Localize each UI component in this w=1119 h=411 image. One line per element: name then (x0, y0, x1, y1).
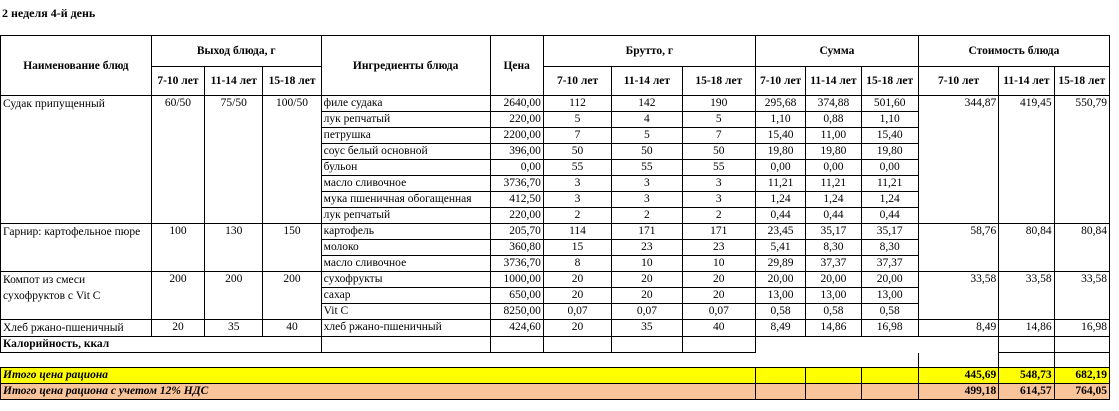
ingredient-sum: 0,88 (806, 112, 861, 128)
gross-weight: 55 (682, 160, 755, 176)
ingredient-sum: 8,30 (861, 240, 918, 256)
col-header-dish-name: Наименование блюд (1, 36, 152, 96)
col-header-ingredients: Ингредиенты блюда (321, 36, 490, 96)
gross-weight: 0,07 (543, 304, 611, 320)
ingredient-sum: 11,00 (806, 128, 861, 144)
gross-weight: 2 (612, 208, 682, 224)
ingredient-name: картофель (321, 224, 490, 240)
age-header: 15-18 лет (1054, 67, 1109, 96)
spacer-row (1, 353, 1110, 368)
cell (999, 337, 1054, 353)
ingredient-sum: 1,24 (755, 192, 805, 208)
ingredient-sum: 0,44 (861, 208, 918, 224)
total-vat-row (1, 384, 1110, 400)
gross-weight: 114 (543, 224, 611, 240)
ingredient-name: масло сливочное (321, 256, 490, 272)
dish-cost: 419,45 (999, 96, 1054, 224)
cell (755, 368, 805, 384)
dish-output: 200 (263, 272, 321, 320)
gross-weight: 2 (682, 208, 755, 224)
gross-weight: 50 (543, 144, 611, 160)
total-row (1, 368, 1110, 384)
header-row-2 (1, 67, 1110, 96)
ingredient-sum: 1,24 (861, 192, 918, 208)
ingredient-sum: 14,86 (806, 320, 861, 337)
gross-weight: 20 (612, 272, 682, 288)
gross-weight: 20 (682, 272, 755, 288)
ingredient-sum: 11,21 (861, 176, 918, 192)
gross-weight: 55 (612, 160, 682, 176)
total-value: 682,19 (1054, 368, 1109, 384)
ingredient-sum: 35,17 (806, 224, 861, 240)
ingredient-name: петрушка (321, 128, 490, 144)
total-label: Итого цена рациона (1, 368, 756, 384)
age-header: 11-14 лет (612, 67, 682, 96)
ingredient-name: мука пшеничная обогащенная (321, 192, 490, 208)
calories-row (1, 337, 1110, 353)
ingredient-sum: 29,89 (755, 256, 805, 272)
cell (755, 384, 805, 400)
gross-weight: 40 (682, 320, 755, 337)
age-header: 11-14 лет (999, 67, 1054, 96)
ingredient-price: 3736,70 (490, 176, 543, 192)
ingredient-price: 0,00 (490, 160, 543, 176)
ingredient-row (1, 272, 1110, 288)
gross-weight: 20 (612, 288, 682, 304)
cell (918, 353, 998, 368)
ingredient-price: 8250,00 (490, 304, 543, 320)
total-value: 445,69 (918, 368, 998, 384)
cell (1054, 337, 1109, 353)
dish-cost: 16,98 (1054, 320, 1109, 337)
age-header: 15-18 лет (263, 67, 321, 96)
ingredient-name: филе судака (321, 96, 490, 112)
ingredient-sum: 0,58 (806, 304, 861, 320)
gross-weight: 0,07 (682, 304, 755, 320)
gross-weight: 142 (612, 96, 682, 112)
dish-rows (1, 96, 1110, 337)
ingredient-sum: 374,88 (806, 96, 861, 112)
ingredient-price: 424,60 (490, 320, 543, 337)
gross-weight: 3 (543, 176, 611, 192)
cell (1, 353, 919, 368)
ingredient-sum: 0,58 (861, 304, 918, 320)
ingredient-row (1, 320, 1110, 337)
dish-cost: 33,58 (918, 272, 998, 320)
summary-rows (1, 337, 1110, 368)
cell (755, 337, 805, 353)
ingredient-sum: 0,00 (861, 160, 918, 176)
age-header: 11-14 лет (806, 67, 861, 96)
gross-weight: 171 (612, 224, 682, 240)
ingredient-sum: 37,37 (861, 256, 918, 272)
gross-weight: 112 (543, 96, 611, 112)
gross-weight: 5 (543, 112, 611, 128)
ingredient-sum: 0,00 (755, 160, 805, 176)
ingredient-sum: 8,49 (755, 320, 805, 337)
gross-weight: 20 (543, 272, 611, 288)
ingredient-price: 2640,00 (490, 96, 543, 112)
ingredient-name: лук репчатый (321, 112, 490, 128)
total-value: 614,57 (999, 384, 1054, 400)
ingredient-sum: 1,10 (861, 112, 918, 128)
total-value: 548,73 (999, 368, 1054, 384)
age-header: 7-10 лет (151, 67, 204, 96)
ingredient-sum: 501,60 (861, 96, 918, 112)
ingredient-price: 2200,00 (490, 128, 543, 144)
cell (806, 337, 861, 353)
ingredient-sum: 11,21 (755, 176, 805, 192)
ingredient-sum: 13,00 (861, 288, 918, 304)
ingredient-name: хлеб ржано-пшеничный (321, 320, 490, 337)
dish-cost: 344,87 (918, 96, 998, 224)
total-label: Итого цена рациона с учетом 12% НДС (1, 384, 756, 400)
ingredient-price: 1000,00 (490, 272, 543, 288)
cell (861, 384, 918, 400)
ingredient-price: 220,00 (490, 208, 543, 224)
gross-weight: 3 (682, 192, 755, 208)
gross-weight: 8 (543, 256, 611, 272)
ingredient-sum: 13,00 (755, 288, 805, 304)
ingredient-name: масло сливочное (321, 176, 490, 192)
ingredient-sum: 1,24 (806, 192, 861, 208)
ingredient-name: сухофрукты (321, 272, 490, 288)
total-value: 499,18 (918, 384, 998, 400)
ingredient-sum: 20,00 (806, 272, 861, 288)
ingredient-sum: 35,17 (861, 224, 918, 240)
col-header-sum: Сумма (755, 36, 918, 67)
ingredient-price: 220,00 (490, 112, 543, 128)
gross-weight: 2 (543, 208, 611, 224)
dish-cost: 80,84 (999, 224, 1054, 272)
gross-weight: 3 (682, 176, 755, 192)
cell (918, 337, 998, 353)
gross-weight: 23 (682, 240, 755, 256)
ingredient-price: 412,50 (490, 192, 543, 208)
age-header: 7-10 лет (755, 67, 805, 96)
ingredient-sum: 15,40 (755, 128, 805, 144)
ingredient-sum: 11,21 (806, 176, 861, 192)
ingredient-sum: 13,00 (806, 288, 861, 304)
ingredient-row (1, 224, 1110, 240)
dish-output: 200 (205, 272, 263, 320)
dish-output: 130 (205, 224, 263, 272)
ingredient-sum: 8,30 (806, 240, 861, 256)
ingredient-price: 360,80 (490, 240, 543, 256)
age-header: 11-14 лет (205, 67, 263, 96)
gross-weight: 5 (612, 128, 682, 144)
ingredient-name: Vit C (321, 304, 490, 320)
ingredient-sum: 0,44 (806, 208, 861, 224)
gross-weight: 7 (543, 128, 611, 144)
cell (806, 368, 861, 384)
dish-cost: 550,79 (1054, 96, 1109, 224)
gross-weight: 3 (612, 176, 682, 192)
total-value: 764,05 (1054, 384, 1109, 400)
gross-weight: 0,07 (612, 304, 682, 320)
cell (806, 384, 861, 400)
gross-weight: 23 (612, 240, 682, 256)
gross-weight: 55 (543, 160, 611, 176)
dish-name: Хлеб ржано-пшеничный (1, 320, 152, 337)
gross-weight: 5 (682, 112, 755, 128)
gross-weight: 171 (682, 224, 755, 240)
gross-weight: 50 (612, 144, 682, 160)
col-header-gross: Брутто, г (543, 36, 755, 67)
dish-output: 40 (263, 320, 321, 337)
dish-name: Гарнир: картофельное пюре (1, 224, 152, 272)
gross-weight: 50 (682, 144, 755, 160)
ingredient-sum: 15,40 (861, 128, 918, 144)
age-header: 15-18 лет (682, 67, 755, 96)
gross-weight: 35 (612, 320, 682, 337)
dish-output: 60/50 (151, 96, 204, 224)
ingredient-sum: 0,44 (755, 208, 805, 224)
header-row-1 (1, 36, 1110, 67)
dish-name: Судак припущенный (1, 96, 152, 224)
ingredient-row (1, 96, 1110, 112)
ingredient-sum: 19,80 (861, 144, 918, 160)
cell (1054, 353, 1109, 368)
cell (543, 337, 611, 353)
dish-cost: 14,86 (999, 320, 1054, 337)
dish-output: 200 (151, 272, 204, 320)
calories-label: Калорийность, ккал (1, 337, 322, 353)
ingredient-price: 396,00 (490, 144, 543, 160)
age-header: 7-10 лет (543, 67, 611, 96)
cell (861, 368, 918, 384)
cell (321, 337, 490, 353)
ingredient-sum: 5,41 (755, 240, 805, 256)
dish-cost: 8,49 (918, 320, 998, 337)
gross-weight: 10 (612, 256, 682, 272)
gross-weight: 10 (682, 256, 755, 272)
gross-weight: 20 (543, 288, 611, 304)
ingredient-name: бульон (321, 160, 490, 176)
totals-rows (1, 368, 1110, 400)
gross-weight: 3 (612, 192, 682, 208)
dish-cost: 33,58 (1054, 272, 1109, 320)
ingredient-sum: 23,45 (755, 224, 805, 240)
ingredient-price: 3736,70 (490, 256, 543, 272)
cell (490, 337, 543, 353)
menu-cost-table (0, 35, 1110, 400)
dish-cost: 80,84 (1054, 224, 1109, 272)
gross-weight: 7 (682, 128, 755, 144)
ingredient-sum: 1,10 (755, 112, 805, 128)
ingredient-sum: 0,58 (755, 304, 805, 320)
cell (682, 337, 755, 353)
dish-output: 20 (151, 320, 204, 337)
age-header: 15-18 лет (861, 67, 918, 96)
ingredient-sum: 19,80 (806, 144, 861, 160)
ingredient-name: лук репчатый (321, 208, 490, 224)
dish-output: 100/50 (263, 96, 321, 224)
dish-cost: 58,76 (918, 224, 998, 272)
cell (861, 337, 918, 353)
age-header: 7-10 лет (918, 67, 998, 96)
ingredient-sum: 20,00 (861, 272, 918, 288)
gross-weight: 20 (682, 288, 755, 304)
ingredient-price: 205,70 (490, 224, 543, 240)
gross-weight: 20 (543, 320, 611, 337)
ingredient-name: молоко (321, 240, 490, 256)
ingredient-sum: 0,00 (806, 160, 861, 176)
dish-name: Компот из смеси сухофруктов с Vit C (1, 272, 152, 320)
ingredient-sum: 37,37 (806, 256, 861, 272)
gross-weight: 190 (682, 96, 755, 112)
ingredient-sum: 20,00 (755, 272, 805, 288)
gross-weight: 3 (543, 192, 611, 208)
cell (612, 337, 682, 353)
gross-weight: 15 (543, 240, 611, 256)
dish-output: 35 (205, 320, 263, 337)
ingredient-sum: 16,98 (861, 320, 918, 337)
dish-output: 75/50 (205, 96, 263, 224)
ingredient-sum: 295,68 (755, 96, 805, 112)
cell (999, 353, 1054, 368)
dish-output: 150 (263, 224, 321, 272)
dish-cost: 33,58 (999, 272, 1054, 320)
ingredient-name: сахар (321, 288, 490, 304)
sheet-title: 2 неделя 4-й день (2, 6, 96, 20)
ingredient-price: 650,00 (490, 288, 543, 304)
dish-output: 100 (151, 224, 204, 272)
col-header-cost: Стоимость блюда (918, 36, 1109, 67)
ingredient-sum: 19,80 (755, 144, 805, 160)
col-header-price: Цена (490, 36, 543, 96)
ingredient-name: соус белый основной (321, 144, 490, 160)
col-header-output: Выход блюда, г (151, 36, 321, 67)
gross-weight: 4 (612, 112, 682, 128)
